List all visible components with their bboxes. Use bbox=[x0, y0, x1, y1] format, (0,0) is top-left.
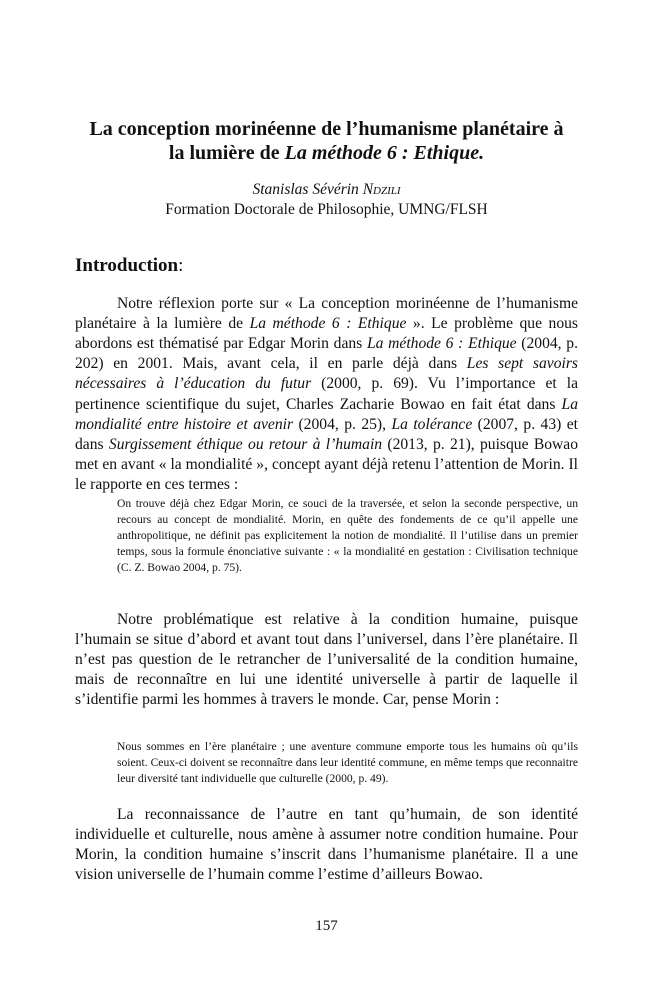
paragraph-1-text: (2004, p. 202) en 2001. Mais, avant cela, il en parle déjà dans bbox=[75, 335, 578, 373]
author-given-name: Stanislas Sévérin bbox=[252, 181, 363, 198]
paragraph-3: La reconnaissance de l’autre en tant qu’humain, de son identité individuelle et culturelle, nous amène à assumer notre condition humaine. Pour Morin, la condition humaine s’inscrit dans l’humanisme planétaire. Il a une vision universelle de l’humain comme l’estime d’ailleurs Bowao. bbox=[75, 805, 578, 884]
paragraph-1 bbox=[75, 294, 578, 496]
paragraph-1-text: ». Le problème que nous abordons est thématisé par Edgar Morin dans bbox=[75, 314, 578, 352]
author-affiliation: Formation Doctorale de Philosophie, UMNG/FLSH bbox=[165, 201, 488, 218]
author-name bbox=[75, 180, 578, 200]
title-line-2-prefix: la lumière de bbox=[168, 142, 285, 164]
book-title: La mondialité entre histoire et avenir bbox=[75, 395, 578, 433]
section-heading-text: Introduction bbox=[75, 255, 179, 276]
section-heading bbox=[75, 254, 183, 278]
block-quote-2: Nous sommes en l’ère planétaire ; une aventure commune emporte tous les humains où qu’ils soient. Ceux-ci doivent se reconnaître dans leur identité commune, en même temps que reconnaitre leur diversité tant individuelle que culturelle (2000, p. 49). bbox=[117, 739, 578, 785]
paragraph-2: Notre problématique est relative à la condition humaine, puisque l’humain se situe d’abord et avant tout dans l’universel, dans l’ère planétaire. Il n’est pas question de le retrancher de l’universalité de la condition humaine, mais de reconnaître en lui une identité universelle à partir de laquelle il s’identifie parmi les hommes à travers le monde. Car, pense Morin : bbox=[75, 610, 578, 709]
book-title: La tolérance bbox=[391, 415, 473, 433]
paragraph-1-text: (2013, p. 21), puisque Bowao met en avant « la mondialité », concept ayant déjà retenu l’attention de Morin. Il le rapporte en ces termes : bbox=[75, 436, 579, 494]
paragraph-1-text: (2004, p. 25), bbox=[293, 415, 392, 433]
article-title bbox=[75, 117, 578, 165]
paragraph-1-text: (2000, p. 69). Vu l’importance et la pertinence scientifique du sujet, Charles Zacharie Bowao en fait état dans bbox=[75, 375, 578, 413]
book-title: Les sept savoirs nécessaires à l’éducation du futur bbox=[75, 355, 578, 393]
book-title: La méthode 6 : Ethique bbox=[249, 314, 407, 332]
book-title: La méthode 6 : Ethique bbox=[366, 335, 517, 352]
title-line-1: La conception morinéenne de l’humanisme planétaire à bbox=[89, 118, 564, 140]
paragraph-1-text: Notre réflexion porte sur « La conception morinéenne de l’humanisme planétaire à la lumière de bbox=[75, 294, 578, 332]
section-heading-suffix: : bbox=[178, 255, 184, 276]
title-line-2-italic: La méthode 6 : Ethique. bbox=[284, 142, 485, 164]
block-quote-1: On trouve déjà chez Edgar Morin, ce souci de la traversée, et selon la seconde perspective, un recours au concept de mondialité. Morin, en quête des fondements de ce qu’il appelle une anthropolitique, ne définit pas explicitement la notion de mondialité. Il l’utilise dans un premier temps, sous la formule énonciative suivante : « la mondialité en gestation : Civilisation technique (C. Z. Bowao 2004, p. 75). bbox=[117, 496, 578, 574]
author-family-name: Ndzili bbox=[362, 181, 401, 198]
page-number: 157 bbox=[315, 918, 338, 934]
paragraph-1-text: (2007, p. 43) et dans bbox=[75, 415, 578, 454]
book-title: Surgissement éthique ou retour à l’humain bbox=[108, 436, 383, 454]
